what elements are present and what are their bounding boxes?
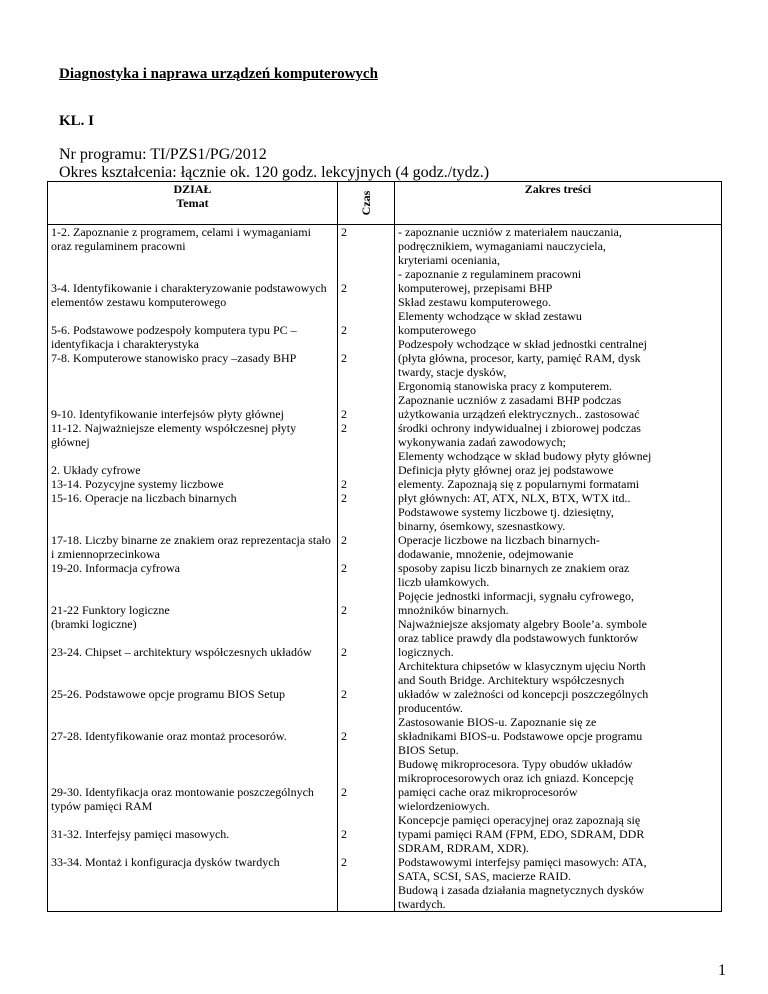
time-value: 2 xyxy=(341,687,347,701)
topic-31-32: 31-32. Interfejsy pamięci masowych. xyxy=(51,827,230,841)
content-line: oraz tablice prawdy dla podstawowych funktorów xyxy=(398,631,639,645)
content-line: sposoby zapisu liczb binarnych ze znakiem oraz xyxy=(398,561,630,575)
document-title: Diagnostyka i naprawa urządzeń komputerowych xyxy=(59,66,378,82)
time-value: 2 xyxy=(341,729,347,743)
topics-column xyxy=(48,225,338,912)
content-line: SDRAM, RDRAM, XDR). xyxy=(398,841,530,855)
topic-21-22-sub: (bramki logiczne) xyxy=(51,617,137,631)
training-period: Okres kształcenia: łącznie ok. 120 godz. lekcyjnych (4 godz./tydz.) xyxy=(59,164,490,181)
time-value: 2 xyxy=(341,785,347,799)
program-number: Nr programu: TI/PZS1/PG/2012 xyxy=(59,146,267,163)
content-line: kryteriami oceniania, xyxy=(398,253,500,267)
time-value: 2 xyxy=(341,827,347,841)
class-label: KL. I xyxy=(59,113,95,129)
content-line: binarny, ósemkowy, szesnastkowy. xyxy=(398,519,566,533)
content-line: układów w zależności od koncepcji poszczególnych xyxy=(398,687,649,701)
time-header-label: Czas xyxy=(359,190,373,216)
content-line: producentów. xyxy=(398,701,463,715)
content-line: elementy. Zapoznają się z popularnymi formatami xyxy=(398,477,640,491)
content-line: - zapoznanie z regulaminem pracowni xyxy=(398,267,582,281)
time-value: 2 xyxy=(341,421,347,435)
topic-13-14: 13-14. Pozycyjne systemy liczbowe xyxy=(51,477,224,491)
content-line: środki ochrony indywidualnej i zbiorowej podczas xyxy=(398,421,641,435)
content-line: Podzespoły wchodzące w skład jednostki centralnej xyxy=(398,337,647,351)
curriculum-table xyxy=(47,181,722,912)
content-line: wykonywania zadań zawodowych; xyxy=(398,435,566,449)
time-value: 2 xyxy=(341,491,347,505)
content-line: Elementy wchodzące w skład zestawu xyxy=(398,309,582,323)
topic-section-2: 2. Układy cyfrowe xyxy=(51,463,141,477)
content-line: Zapoznanie uczniów z zasadami BHP podczas xyxy=(398,393,622,407)
content-line: Podstawowymi interfejsy pamięci masowych: ATA, xyxy=(398,855,647,869)
content-line: twardy, stacje dysków, xyxy=(398,365,507,379)
content-line: Zastosowanie BIOS-u. Zapoznanie się ze xyxy=(398,715,597,729)
topic-3-4: 3-4. Identyfikowanie i charakteryzowanie podstawowych elementów zestawu komputerowego xyxy=(51,281,327,309)
content-header: Zakres treści xyxy=(395,182,722,225)
content-line: - zapoznanie uczniów z materiałem nauczania, xyxy=(398,225,622,239)
topic-header-line2: Temat xyxy=(176,196,209,210)
content-line: liczb ułamkowych. xyxy=(398,575,490,589)
content-line: użytkowania urządzeń elektrycznych.. zastosować xyxy=(398,407,640,421)
time-value: 2 xyxy=(341,855,347,869)
content-line: Budowę mikroprocesora. Typy obudów układów xyxy=(398,757,633,771)
content-line: logicznych. xyxy=(398,645,454,659)
time-value: 2 xyxy=(341,561,347,575)
topic-header xyxy=(48,182,338,225)
topic-11-12: 11-12. Najważniejsze elementy współczesnej płyty głównej xyxy=(51,421,297,449)
topic-5-6: 5-6. Podstawowe podzespoły komputera typu PC – identyfikacja i charakterystyka xyxy=(51,323,297,351)
content-line: typami pamięci RAM (FPM, EDO, SDRAM, DDR xyxy=(398,827,645,841)
topic-19-20: 19-20. Informacja cyfrowa xyxy=(51,561,180,575)
content-line: and South Bridge. Architektury współczesnych xyxy=(398,673,625,687)
topic-33-34: 33-34. Montaż i konfiguracja dysków twardych xyxy=(51,855,280,869)
content-line: Najważniejsze aksjomaty algebry Boole’a. symbole xyxy=(398,617,647,631)
topic-15-16: 15-16. Operacje na liczbach binarnych xyxy=(51,491,237,505)
table-header-row xyxy=(48,182,722,225)
content-line: Koncepcje pamięci operacyjnej oraz zapoznają się xyxy=(398,813,641,827)
content-line: Budową i zasada działania magnetycznych dysków xyxy=(398,883,645,897)
content-line: Operacje liczbowe na liczbach binarnych- xyxy=(398,533,600,547)
content-column xyxy=(395,225,722,912)
content-line: komputerowej, przepisami BHP xyxy=(398,281,553,295)
topic-9-10: 9-10. Identyfikowanie interfejsów płyty głównej xyxy=(51,407,284,421)
content-line: BIOS Setup. xyxy=(398,743,459,757)
time-value: 2 xyxy=(341,645,347,659)
content-line: wielordzeniowych. xyxy=(398,799,490,813)
content-line: mikroprocesorowych oraz ich gniazd. Koncepcję xyxy=(398,771,634,785)
content-line: Skład zestawu komputerowego. xyxy=(398,295,551,309)
topic-7-8: 7-8. Komputerowe stanowisko pracy –zasady BHP xyxy=(51,351,297,365)
content-line: Podstawowe systemy liczbowe tj. dziesiętny, xyxy=(398,505,614,519)
table-row xyxy=(48,225,722,912)
content-line: Elementy wchodzące w skład budowy płyty głównej xyxy=(398,449,652,463)
content-line: dodawanie, mnożenie, odejmowanie xyxy=(398,547,574,561)
time-value-empty xyxy=(341,463,391,477)
content-line: mnożników binarnych. xyxy=(398,603,509,617)
topic-17-18: 17-18. Liczby binarne ze znakiem oraz reprezentacja stało i zmiennoprzecinkowa xyxy=(51,533,331,561)
time-value: 2 xyxy=(341,603,347,617)
time-column xyxy=(338,225,395,912)
topic-29-30: 29-30. Identyfikacja oraz montowanie poszczególnych typów pamięci RAM xyxy=(51,785,314,813)
content-line: SATA, SCSI, SAS, macierze RAID. xyxy=(398,869,572,883)
content-line: płyt głównych: AT, ATX, NLX, BTX, WTX itd.. xyxy=(398,491,631,505)
content-line: twardych. xyxy=(398,897,446,911)
topic-27-28: 27-28. Identyfikowanie oraz montaż procesorów. xyxy=(51,729,287,743)
content-line: Ergonomią stanowiska pracy z komputerem. xyxy=(398,379,613,393)
content-line: komputerowego xyxy=(398,323,476,337)
topic-21-22: 21-22 Funktory logiczne xyxy=(51,603,170,617)
time-value: 2 xyxy=(341,407,347,421)
time-value: 2 xyxy=(341,533,347,547)
time-value: 2 xyxy=(341,225,347,239)
content-line: pamięci cache oraz mikroprocesorów xyxy=(398,785,578,799)
content-line: (płyta główna, procesor, karty, pamięć RAM, dysk xyxy=(398,351,641,365)
time-header xyxy=(338,182,395,225)
time-value: 2 xyxy=(341,323,347,337)
topic-1-2: 1-2. Zapoznanie z programem, celami i wymaganiami oraz regulaminem pracowni xyxy=(51,225,311,253)
topic-header-line1: DZIAŁ xyxy=(173,182,212,196)
content-line: podręcznikiem, wymaganiami nauczyciela, xyxy=(398,239,606,253)
time-value: 2 xyxy=(341,351,347,365)
time-value: 2 xyxy=(341,281,347,295)
topic-23-24: 23-24. Chipset – architektury współczesnych układów xyxy=(51,645,312,659)
content-line: składnikami BIOS-u. Podstawowe opcje programu xyxy=(398,729,643,743)
time-value: 2 xyxy=(341,477,347,491)
content-line: Pojęcie jednostki informacji, sygnału cyfrowego, xyxy=(398,589,634,603)
page-number: 1 xyxy=(718,962,726,979)
content-line: Definicja płyty głównej oraz jej podstawowe xyxy=(398,463,614,477)
content-line: Architektura chipsetów w klasycznym ujęciu North xyxy=(398,659,646,673)
topic-25-26: 25-26. Podstawowe opcje programu BIOS Setup xyxy=(51,687,285,701)
